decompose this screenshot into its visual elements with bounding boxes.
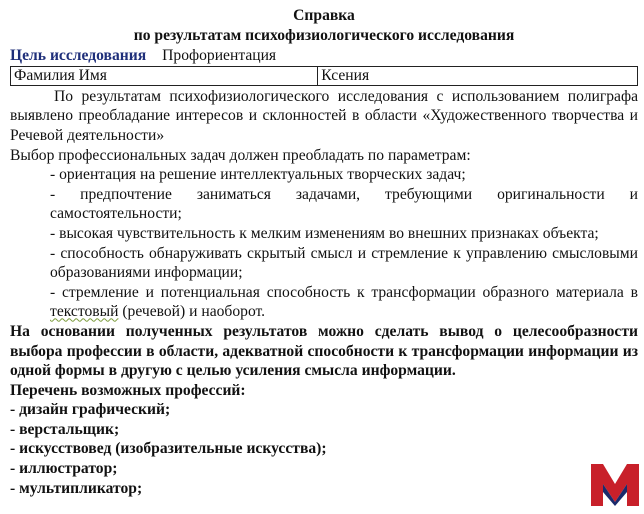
list-item: - предпочтение заниматься задачами, требующими оригинальности и самостоятельности; xyxy=(50,185,638,223)
parameter-list xyxy=(10,165,638,322)
document-page xyxy=(10,6,638,498)
m-logo-icon xyxy=(589,462,641,508)
goal-value: Профориентация xyxy=(162,47,277,65)
list-item-text-end: (речевой) и наоборот. xyxy=(118,303,266,321)
info-table xyxy=(10,66,638,86)
conclusion-paragraph: На основании полученных результатов можно сделать вывод о целесообразности выбора профессии в области, адекватной способности к трансформации информации из одной формы в другую с целью усиления смысла информации. xyxy=(10,322,638,380)
document-title: Справка xyxy=(293,7,355,24)
intro-paragraph: По результатам психофизиологического исследования с использованием полиграфа выявлено преобладание интересов и склонностей в области «Художественного творчества и Речевой деятельности» xyxy=(10,87,638,144)
list-item: - мультипликатор; xyxy=(10,479,143,497)
list-item: - ориентация на решение интеллектуальных творческих задач; xyxy=(50,166,466,184)
list-item xyxy=(50,283,638,322)
name-value-cell: Ксения xyxy=(318,66,638,85)
list-item: - высокая чувствительность к мелким изменениям во внешних признаках объекта; xyxy=(50,224,599,242)
professions-list xyxy=(10,400,638,498)
goal-row xyxy=(10,46,638,66)
table-row xyxy=(11,66,638,85)
choice-paragraph: Выбор профессиональных задач должен преобладать по параметрам: xyxy=(10,146,471,164)
list-item: - способность обнаруживать скрытый смысл и стремление к управлению смысловыми образованиями информации; xyxy=(50,244,638,282)
list-item: - искусствовед (изобразительные искусства); xyxy=(10,440,327,458)
list-item: - иллюстратор; xyxy=(10,460,118,478)
goal-label: Цель исследования xyxy=(10,47,147,65)
professions-title: Перечень возможных профессий: xyxy=(10,381,246,399)
spellcheck-word: текстовый xyxy=(50,303,119,321)
document-subtitle: по результатам психофизиологического исследования xyxy=(133,26,515,44)
list-item: - верстальщик; xyxy=(10,420,120,438)
list-item-text: - стремление и потенциальная способность к трансформации образного материала в xyxy=(50,283,638,301)
name-label-cell: Фамилия Имя xyxy=(11,66,318,85)
list-item: - дизайн графический; xyxy=(10,401,171,419)
